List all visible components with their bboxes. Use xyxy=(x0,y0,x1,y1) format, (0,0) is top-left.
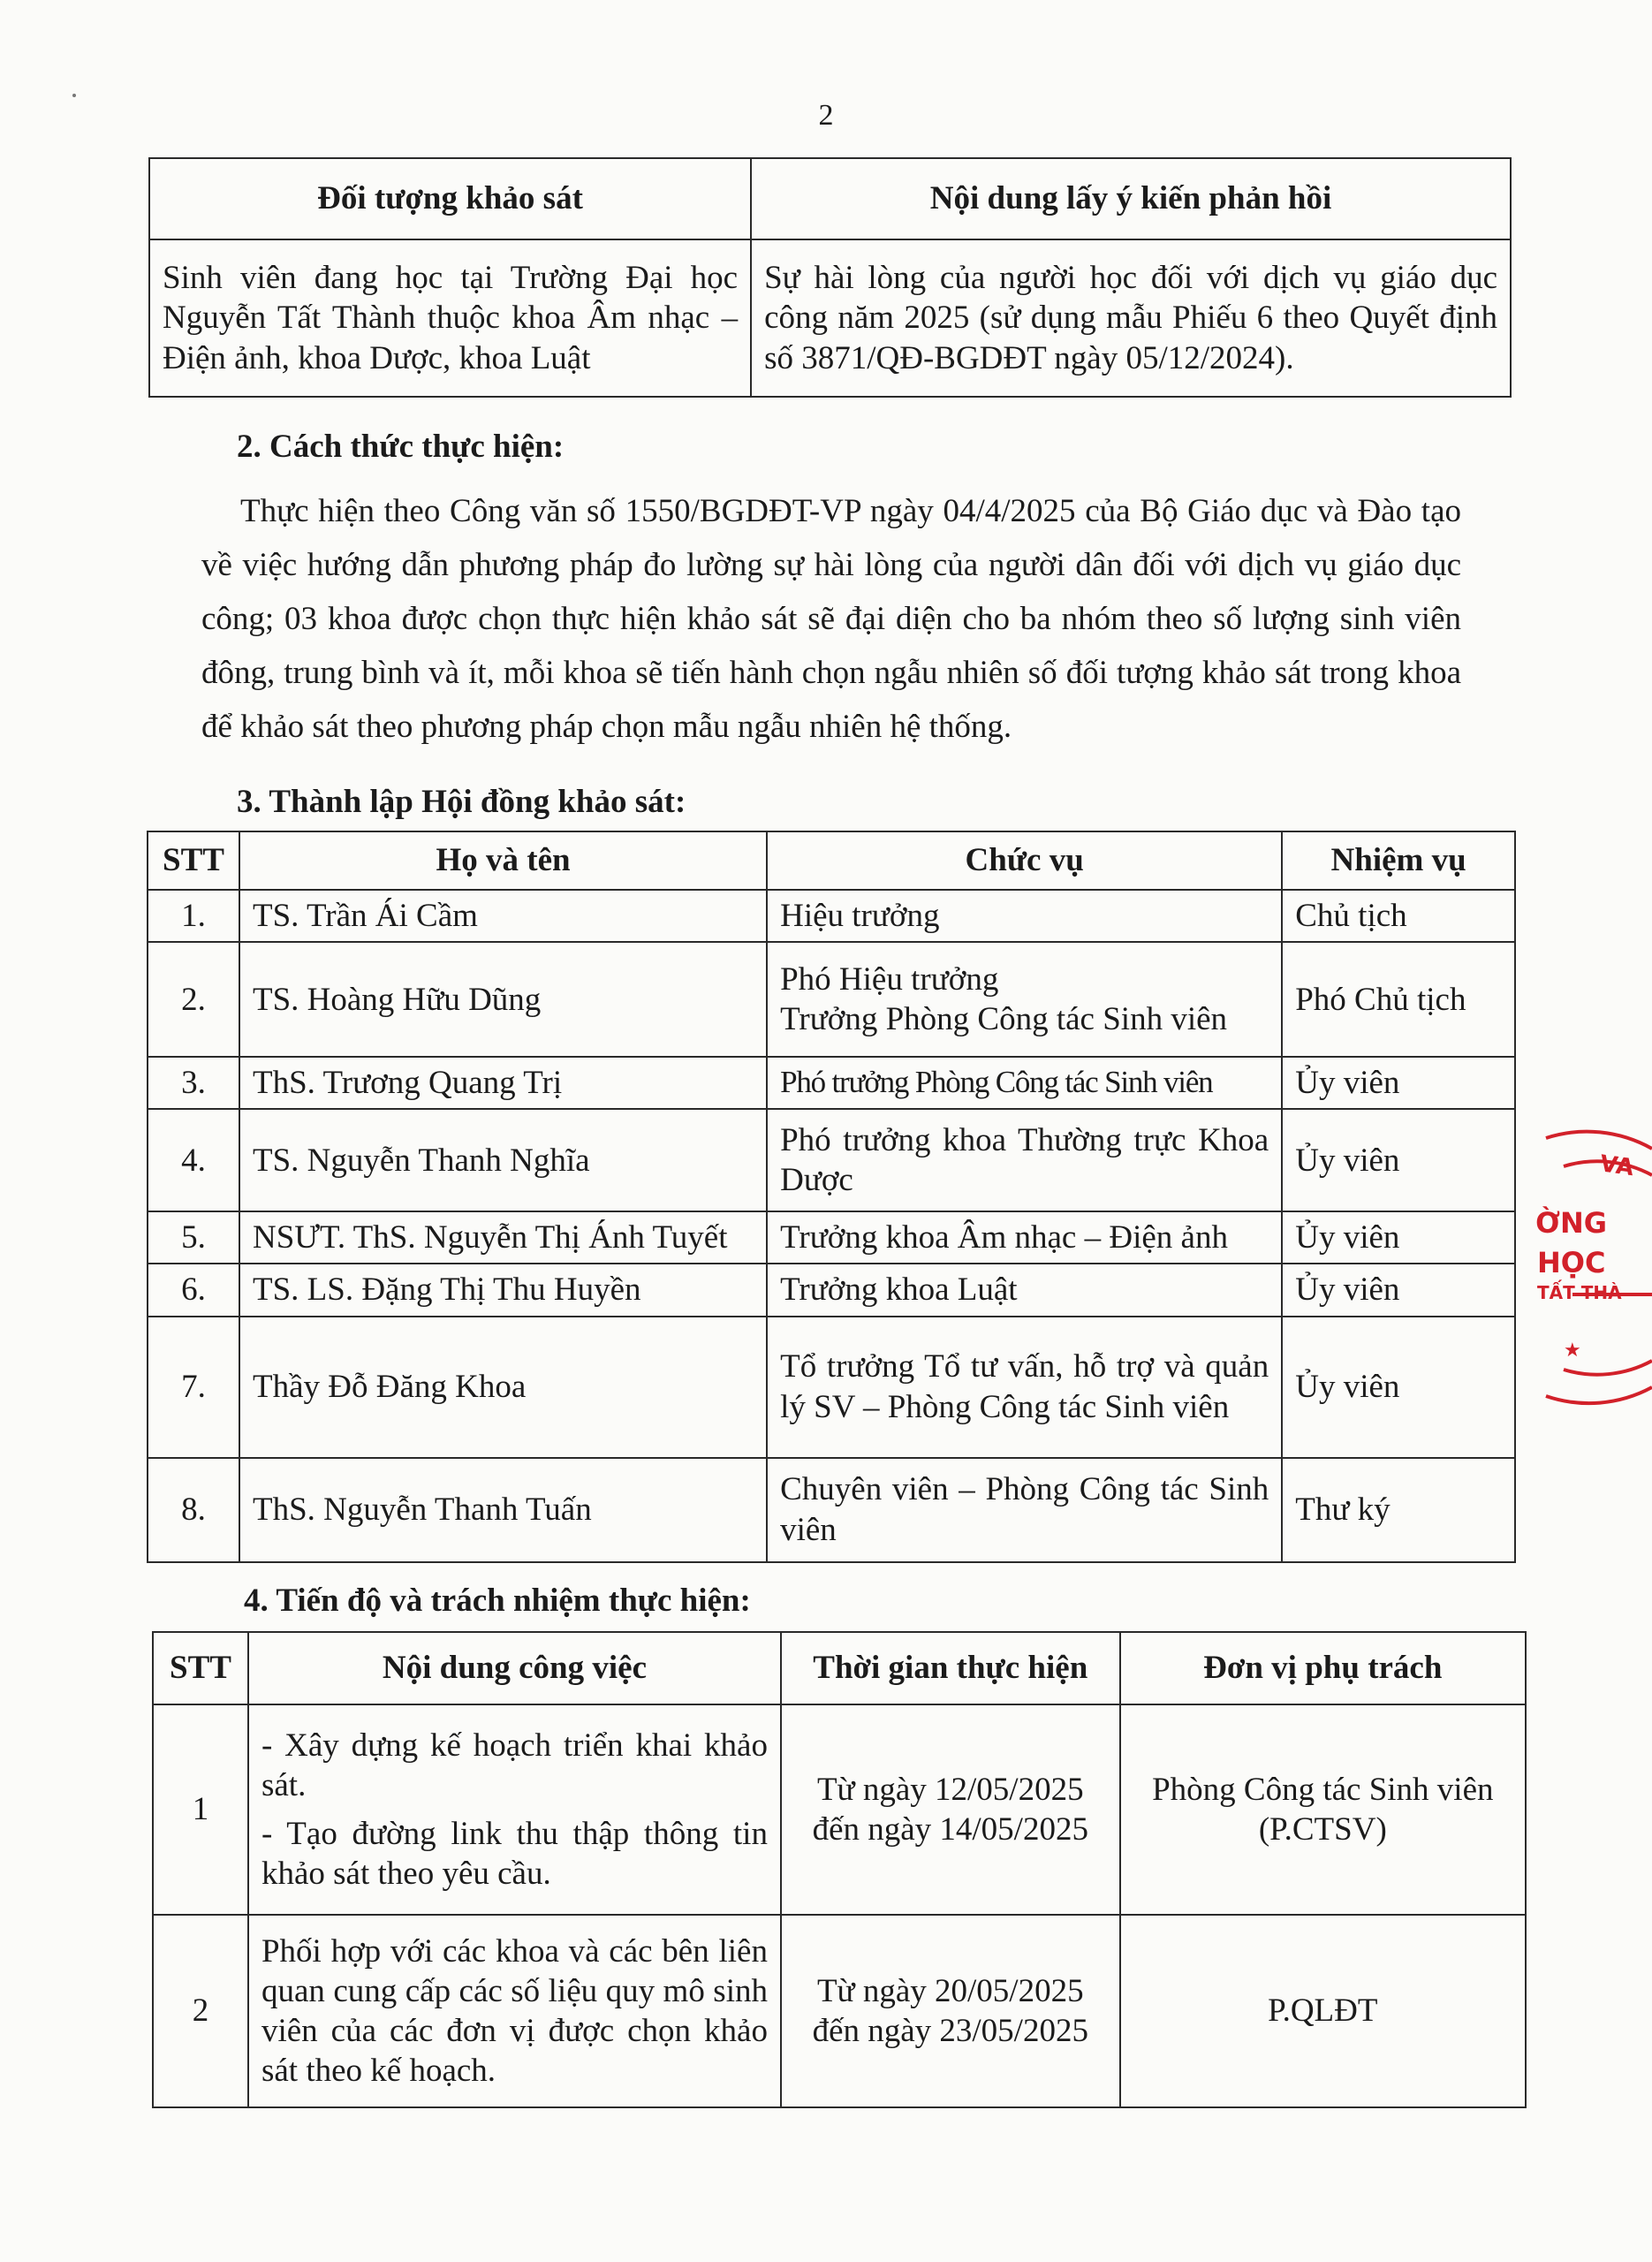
seal-text-fragment: VA xyxy=(1598,1150,1636,1182)
schedule-stt: 2 xyxy=(153,1915,248,2107)
schedule-header-unit: Đơn vị phụ trách xyxy=(1120,1632,1526,1704)
council-name: NSƯT. ThS. Nguyễn Thị Ánh Tuyết xyxy=(239,1211,767,1264)
section-2-text: Thực hiện theo Công văn số 1550/BGDĐT-VP ngày 04/4/2025 của Bộ Giáo dục và Đào tạo về việc hướng dẫn phương pháp đo lường sự hài lòng của người dân đối với dịch vụ giáo dục công; 03 khoa được chọn thực hiện khảo sát sẽ đại diện cho ba nhóm theo số lượng sinh viên đông, trung bình và ít, mỗi khoa sẽ tiến hành chọn ngẫu nhiên số đối tượng khảo sát trong khoa để khảo sát theo phương pháp chọn mẫu ngẫu nhiên hệ thống. xyxy=(201,493,1461,745)
council-stt: 1. xyxy=(148,890,239,942)
council-header-stt: STT xyxy=(148,831,239,890)
schedule-table xyxy=(152,1631,1527,2108)
schedule-time: Từ ngày 20/05/2025 đến ngày 23/05/2025 xyxy=(781,1915,1120,2107)
council-row xyxy=(148,1057,1515,1109)
seal-text-fragment: ỜNG xyxy=(1535,1206,1607,1240)
red-seal-stamp xyxy=(1511,1122,1652,1431)
schedule-header-task: Nội dung công việc xyxy=(248,1632,781,1704)
council-role: Ủy viên xyxy=(1282,1211,1515,1264)
schedule-unit: Phòng Công tác Sinh viên (P.CTSV) xyxy=(1120,1704,1526,1915)
council-position: Phó trưởng Phòng Công tác Sinh viên xyxy=(767,1057,1282,1109)
schedule-header-stt: STT xyxy=(153,1632,248,1704)
schedule-header-time: Thời gian thực hiện xyxy=(781,1632,1120,1704)
schedule-row xyxy=(153,1704,1526,1915)
schedule-unit: P.QLĐT xyxy=(1120,1915,1526,2107)
council-stt: 3. xyxy=(148,1057,239,1109)
survey-table xyxy=(148,157,1512,398)
council-stt: 2. xyxy=(148,942,239,1057)
council-role: Chủ tịch xyxy=(1282,890,1515,942)
council-row xyxy=(148,1264,1515,1316)
council-position: Phó Hiệu trưởng Trưởng Phòng Công tác Sinh viên xyxy=(767,942,1282,1057)
council-role: Ủy viên xyxy=(1282,1109,1515,1211)
council-row xyxy=(148,1109,1515,1211)
schedule-task-line: - Xây dựng kế hoạch triển khai khảo sát. xyxy=(261,1727,768,1803)
schedule-task-line: - Tạo đường link thu thập thông tin khảo sát theo yêu cầu. xyxy=(261,1816,768,1893)
seal-text-fragment: TẤT THÀ xyxy=(1537,1282,1622,1303)
council-table xyxy=(147,831,1516,1563)
schedule-stt: 1 xyxy=(153,1704,248,1915)
council-name: ThS. Nguyễn Thanh Tuấn xyxy=(239,1458,767,1562)
council-row xyxy=(148,942,1515,1057)
council-position: Phó trưởng khoa Thường trực Khoa Dược xyxy=(767,1109,1282,1211)
survey-header-content: Nội dung lấy ý kiến phản hồi xyxy=(751,158,1511,239)
council-name: Thầy Đỗ Đăng Khoa xyxy=(239,1317,767,1458)
council-role: Phó Chủ tịch xyxy=(1282,942,1515,1057)
council-stt: 5. xyxy=(148,1211,239,1264)
section-2-paragraph xyxy=(201,484,1461,754)
survey-content-cell: Sự hài lòng của người học đối với dịch vụ giáo dục công năm 2025 (sử dụng mẫu Phiếu 6 theo Quyết định số 3871/QĐ-BGDĐT ngày 05/12/2024). xyxy=(751,239,1511,397)
council-row xyxy=(148,890,1515,942)
council-position: Tổ trưởng Tổ tư vấn, hỗ trợ và quản lý SV – Phòng Công tác Sinh viên xyxy=(767,1317,1282,1458)
scan-speck xyxy=(71,92,78,99)
council-stt: 4. xyxy=(148,1109,239,1211)
seal-text-fragment: HỌC xyxy=(1537,1246,1606,1279)
council-row xyxy=(148,1458,1515,1562)
council-position: Trưởng khoa Luật xyxy=(767,1264,1282,1316)
survey-header-subject: Đối tượng khảo sát xyxy=(149,158,751,239)
council-row xyxy=(148,1211,1515,1264)
council-stt: 8. xyxy=(148,1458,239,1562)
council-position: Trưởng khoa Âm nhạc – Điện ảnh xyxy=(767,1211,1282,1264)
survey-subject-cell: Sinh viên đang học tại Trường Đại học Nguyễn Tất Thành thuộc khoa Âm nhạc – Điện ảnh, khoa Dược, khoa Luật xyxy=(149,239,751,397)
council-header-name: Họ và tên xyxy=(239,831,767,890)
council-role: Ủy viên xyxy=(1282,1317,1515,1458)
council-header-role: Nhiệm vụ xyxy=(1282,831,1515,890)
council-position: Chuyên viên – Phòng Công tác Sinh viên xyxy=(767,1458,1282,1562)
schedule-task-line: Phối hợp với các khoa và các bên liên quan cung cấp các số liệu quy mô sinh viên của các đơn vị được chọn khảo sát theo kế hoạch. xyxy=(261,1932,768,2090)
council-position: Hiệu trưởng xyxy=(767,890,1282,942)
council-stt: 7. xyxy=(148,1317,239,1458)
council-name: TS. LS. Đặng Thị Thu Huyền xyxy=(239,1264,767,1316)
council-name: TS. Trần Ái Cầm xyxy=(239,890,767,942)
schedule-task xyxy=(248,1704,781,1915)
section-2-heading: 2. Cách thức thực hiện: xyxy=(237,429,565,465)
council-name: TS. Nguyễn Thanh Nghĩa xyxy=(239,1109,767,1211)
council-role: Ủy viên xyxy=(1282,1057,1515,1109)
section-3-heading: 3. Thành lập Hội đồng khảo sát: xyxy=(237,784,686,820)
council-row xyxy=(148,1317,1515,1458)
seal-text-fragment: ★ xyxy=(1564,1340,1581,1362)
page-number: 2 xyxy=(818,99,834,132)
council-name: TS. Hoàng Hữu Dũng xyxy=(239,942,767,1057)
council-stt: 6. xyxy=(148,1264,239,1316)
council-name: ThS. Trương Quang Trị xyxy=(239,1057,767,1109)
schedule-time: Từ ngày 12/05/2025 đến ngày 14/05/2025 xyxy=(781,1704,1120,1915)
council-role: Thư ký xyxy=(1282,1458,1515,1562)
schedule-task xyxy=(248,1915,781,2107)
section-4-heading: 4. Tiến độ và trách nhiệm thực hiện: xyxy=(244,1583,751,1619)
council-role: Ủy viên xyxy=(1282,1264,1515,1316)
schedule-row xyxy=(153,1915,1526,2107)
council-header-position: Chức vụ xyxy=(767,831,1282,890)
